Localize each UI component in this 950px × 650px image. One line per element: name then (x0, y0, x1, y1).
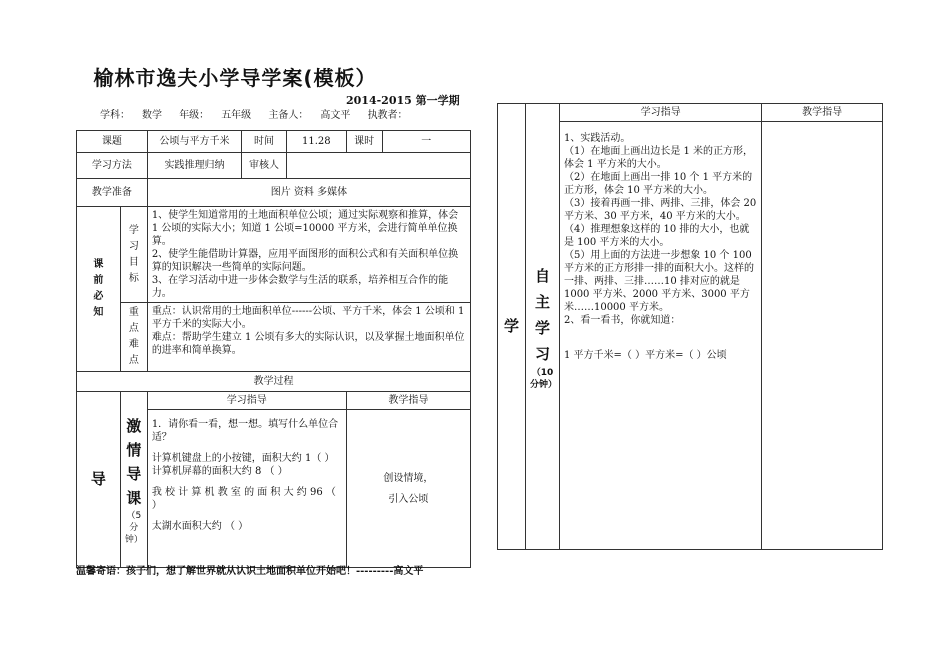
goals-label: 学 习 目 标 (120, 207, 147, 303)
period-value: 一 (382, 131, 470, 153)
reviewer-label: 审核人 (242, 153, 287, 179)
section-label: 激 情 导 课 （5 分钟） (120, 392, 147, 568)
focus-text: 重点：认识常用的土地面积单位------公顷、平方千米，体会 1 公顷和 1 平方千米的实际大小。 难点：帮助学生建立 1 公顷有多大的实际认识，以及掌握土地面积单位的进率和简单换算。 (147, 303, 470, 372)
col-teach-header: 教学指导 (346, 392, 470, 410)
reviewer-value (286, 153, 470, 179)
right-col-teach-header: 教学指导 (762, 104, 883, 122)
page-title: 榆林市逸夫小学导学案(模板） (93, 66, 377, 90)
topic-value: 公顷与平方千米 (147, 131, 241, 153)
pre-label: 课 前 必 知 (77, 207, 121, 372)
right-col-study-header: 学习指导 (559, 104, 761, 122)
meta-author-label: 主备人： (268, 110, 309, 121)
topic-label: 课题 (77, 131, 148, 153)
time-label: 时间 (242, 131, 287, 153)
time-value: 11.28 (286, 131, 346, 153)
footer-note: 温馨寄语：孩子们，想了解世界就从认识土地面积单位开始吧！---------高文平 (76, 566, 424, 577)
period-label: 课时 (346, 131, 382, 153)
prep-label: 教学准备 (77, 179, 148, 207)
teach-content: 创设情境， 引入公顷 (346, 410, 470, 568)
prep-value: 图片 资料 多媒体 (147, 179, 470, 207)
meta-grade-label: 年级： (179, 110, 210, 121)
method-label: 学习方法 (77, 153, 148, 179)
method-value: 实践推理归纳 (147, 153, 241, 179)
self-label: 自 主 学 习 （10 分钟） (525, 104, 559, 550)
process-label: 教学过程 (77, 372, 471, 392)
study-content: 1．请你看一看，想一想。填写什么单位合适？ 计算机键盘上的小按键，面积大约 1（ ） 计算机屏幕的面积大约 8 （ ） 我 校 计 算 机 教 室 的 面 积 大 约 96 （ ） 太湖水面积大约 （ ） (147, 410, 346, 568)
info-table (76, 130, 471, 568)
right-study-content: 1、实践活动。 （1）在地面上画出边长是 1 米的正方形，体会 1 平方米的大小。 （2）在地面上画出一排 10 个 1 平方米的正方形，体会 10 平方米的大小。 （3）接着再画一排、两排、三排，体会 20 平方米、30 平方米，40 平方米的大小。 （4）推理想象这样的 10 排的大小，也就是 100 平方米的大小。 （5）用上面的方法进一步想象 10 个 100 平方米的正方形排一排的面积大小。这样的一排、两排、三排……10 排对应的就是 1000 平方米、2000 平方米、3000 平方米……10000 平方米。 2、看一看书，你就知道： 1 平方千米=（ ）平方米=（ ）公顷 (559, 122, 761, 550)
meta-grade: 五年级 (221, 110, 252, 121)
goals-text: 1、使学生知道常用的土地面积单位公顷；通过实际观察和推算，体会 1 公顷的实际大小；知道 1 公顷=10000 平方米，会进行简单单位换算。 2、使学生能借助计算器，应用平面图形的面积公式和有关面积单位换算的知识解决一些简单的实际问题。 3、在学习活动中进一步体会数学与生活的联系，培养相互合作的能力。 (147, 207, 470, 303)
meta-line (100, 106, 420, 121)
learn-label: 学 (498, 104, 526, 550)
meta-subject-label: 学科： (100, 110, 130, 121)
meta-teacher-label: 执教者： (367, 110, 408, 121)
guide-label: 导 (77, 392, 121, 568)
self-study-table (497, 103, 883, 550)
focus-label: 重 点 难 点 (120, 303, 147, 372)
meta-subject: 数学 (142, 110, 162, 121)
col-study-header: 学习指导 (147, 392, 346, 410)
right-teach-content (762, 122, 883, 550)
meta-author: 高文平 (320, 110, 351, 121)
term-label: 2014-2015 第一学期 (346, 94, 460, 107)
